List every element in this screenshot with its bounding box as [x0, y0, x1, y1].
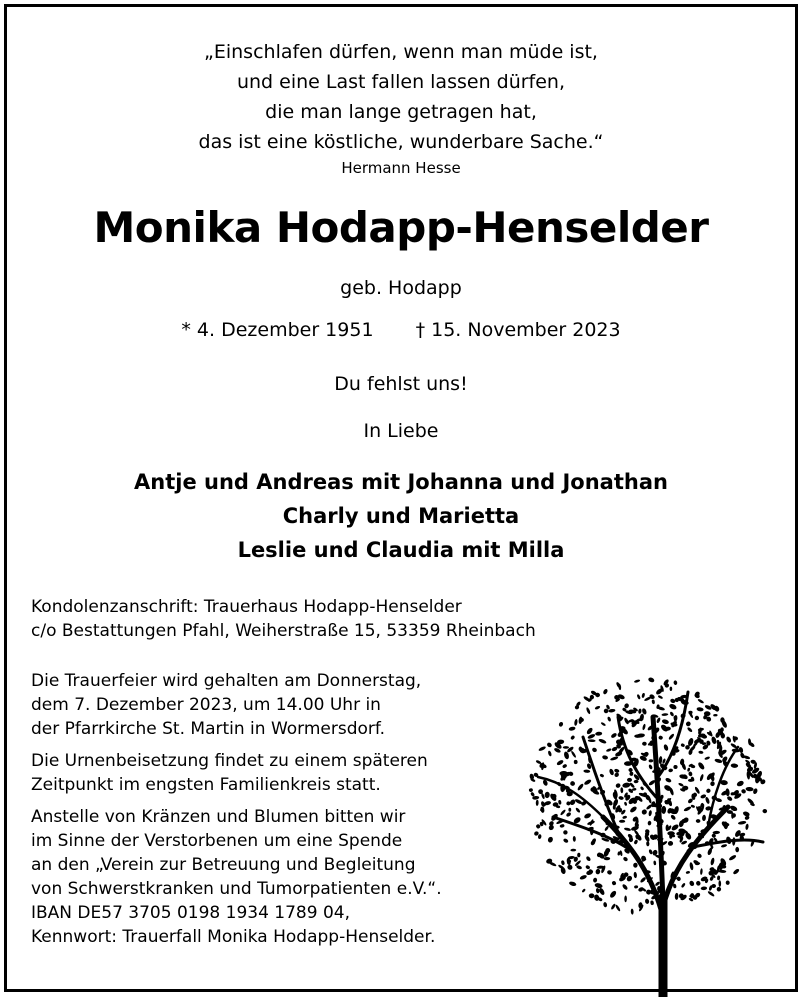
text-line: Die Trauerfeier wird gehalten am Donnerstag,	[31, 671, 422, 691]
text-line: IBAN DE57 3705 0198 1934 1789 04,	[31, 903, 350, 923]
ceremony-details	[31, 669, 442, 957]
closing: In Liebe	[363, 420, 439, 442]
text-line: Anstelle von Kränzen und Blumen bitten wir	[31, 807, 406, 827]
text-line: dem 7. Dezember 2023, um 14.00 Uhr in	[31, 695, 381, 715]
family-line: Antje und Andreas mit Johanna und Jonathan	[134, 470, 668, 494]
address-line: Kondolenzanschrift: Trauerhaus Hodapp-Henselder	[31, 597, 462, 617]
quote-block	[7, 37, 795, 179]
condolence-address	[31, 595, 536, 643]
family-line: Leslie und Claudia mit Milla	[237, 538, 565, 562]
text-line: Zeitpunkt im engsten Familienkreis statt.	[31, 775, 381, 795]
obituary-notice	[4, 4, 798, 992]
born-name: geb. Hodapp	[340, 277, 462, 299]
ceremony-paragraph	[31, 669, 442, 741]
quote-line: und eine Last fallen lassen dürfen,	[236, 71, 566, 93]
family-line: Charly und Marietta	[282, 504, 520, 528]
text-line: Die Urnenbeisetzung findet zu einem späteren	[31, 751, 428, 771]
text-line: Kennwort: Trauerfall Monika Hodapp-Henselder.	[31, 927, 436, 947]
quote-line: „Einschlafen dürfen, wenn man müde ist,	[204, 41, 598, 63]
address-line: c/o Bestattungen Pfahl, Weiherstraße 15, 53359 Rheinbach	[31, 621, 536, 641]
tree-icon	[523, 667, 773, 997]
text-line: von Schwerstkranken und Tumorpatienten e.V.“.	[31, 879, 442, 899]
birth-date: * 4. Dezember 1951	[181, 319, 374, 341]
burial-paragraph	[31, 749, 442, 797]
donation-paragraph	[31, 805, 442, 949]
quote-author: Hermann Hesse	[341, 159, 461, 177]
text-line: an den „Verein zur Betreuung und Begleitung	[31, 855, 416, 875]
text-line: der Pfarrkirche St. Martin in Wormersdorf.	[31, 719, 386, 739]
quote-line: das ist eine köstliche, wunderbare Sache.“	[198, 131, 604, 153]
text-line: im Sinne der Verstorbenen um eine Spende	[31, 831, 403, 851]
life-dates	[7, 319, 795, 341]
message: Du fehlst uns!	[334, 373, 468, 395]
family-block	[7, 465, 795, 567]
deceased-name: Monika Hodapp-Henselder	[93, 203, 709, 252]
death-date: † 15. November 2023	[415, 319, 621, 341]
quote-line: die man lange getragen hat,	[265, 101, 537, 123]
